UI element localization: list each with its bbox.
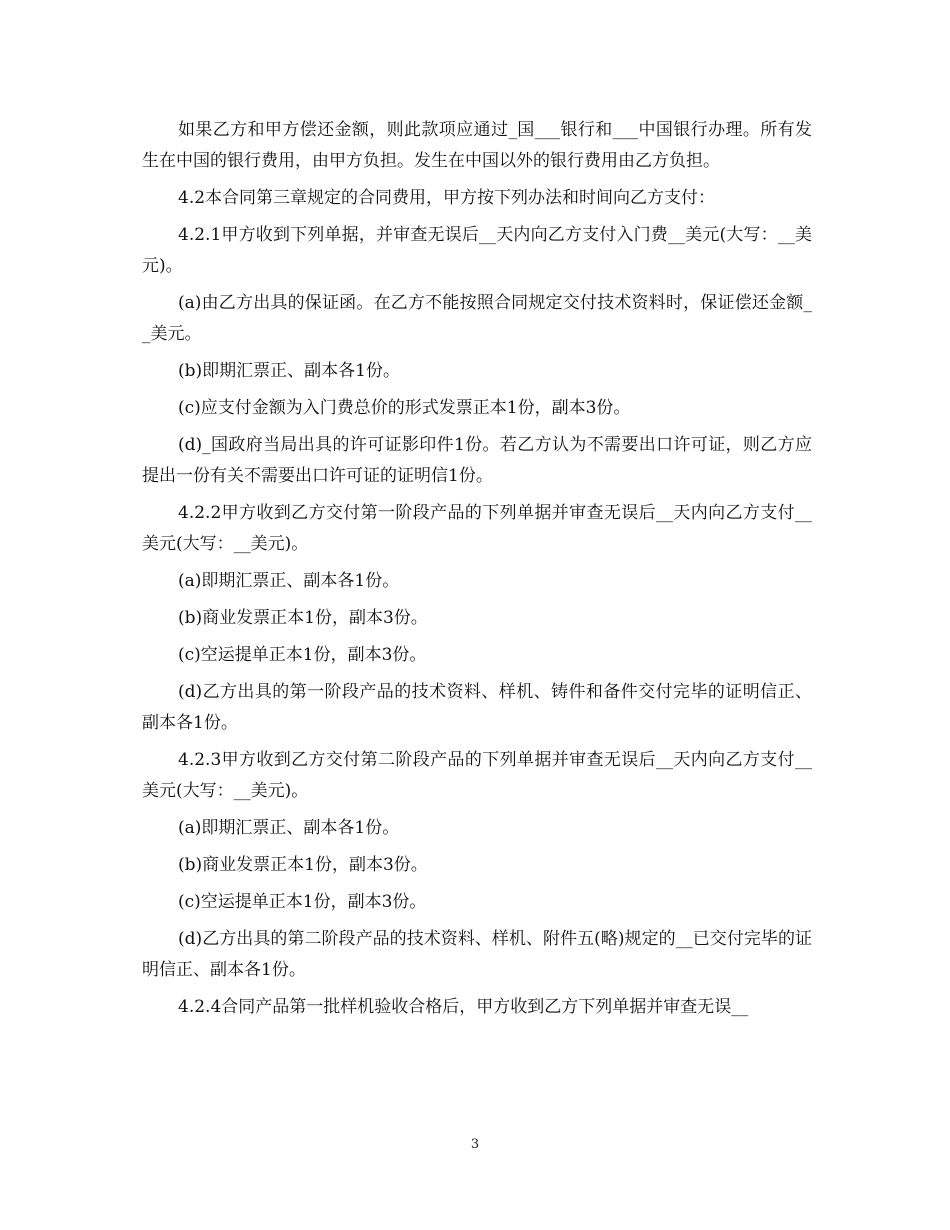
paragraph-4-2-3-b: (b)商业发票正本1份，副本3份。 — [178, 855, 428, 875]
paragraph-4-2-2: 4.2.2甲方收到乙方交付第一阶段产品的下列单据并审查无误后__天内向乙方支付__美元(大写：__美元)。 — [142, 503, 812, 554]
paragraph-4-2-3-a: (a)即期汇票正、副本各1份。 — [178, 818, 400, 838]
paragraph-4-2-1-a: (a)由乙方出具的保证函。在乙方不能按照合同规定交付技术资料时，保证偿还金额__美元。 — [142, 293, 812, 344]
paragraph-4-2-3: 4.2.3甲方收到乙方交付第二阶段产品的下列单据并审查无误后__天内向乙方支付__美元(大写：__美元)。 — [142, 750, 812, 801]
paragraph-4-2-1-d: (d)_国政府当局出具的许可证影印件1份。若乙方认为不需要出口许可证，则乙方应提出一份有关不需要出口许可证的证明信1份。 — [142, 435, 812, 486]
page-number: 3 — [470, 1137, 480, 1152]
paragraph-4-2-3-c: (c)空运提单正本1份，副本3份。 — [178, 892, 427, 912]
paragraph-4-2-2-d: (d)乙方出具的第一阶段产品的技术资料、样机、铸件和备件交付完毕的证明信正、副本各1份。 — [142, 682, 812, 733]
document-body — [142, 115, 812, 1029]
paragraph-4-2-4: 4.2.4合同产品第一批样机验收合格后，甲方收到乙方下列单据并审查无误__ — [178, 997, 749, 1017]
paragraph-4-2-1: 4.2.1甲方收到下列单据，并审查无误后__天内向乙方支付入门费__美元(大写：__美元)。 — [142, 225, 812, 276]
paragraph-4-2-3-d: (d)乙方出具的第二阶段产品的技术资料、样机、附件五(略)规定的__已交付完毕的证明信正、副本各1份。 — [142, 929, 812, 980]
paragraph-4-2-2-b: (b)商业发票正本1份，副本3份。 — [178, 608, 428, 628]
paragraph-4-2-1-c: (c)应支付金额为入门费总价的形式发票正本1份，副本3份。 — [178, 398, 631, 418]
paragraph-bank-fees: 如果乙方和甲方偿还金额，则此款项应通过_国___银行和___中国银行办理。所有发生在中国的银行费用，由甲方负担。发生在中国以外的银行费用由乙方负担。 — [142, 120, 812, 171]
paragraph-4-2: 4.2本合同第三章规定的合同费用，甲方按下列办法和时间向乙方支付： — [178, 188, 716, 208]
paragraph-4-2-2-a: (a)即期汇票正、副本各1份。 — [178, 571, 400, 591]
paragraph-4-2-2-c: (c)空运提单正本1份，副本3份。 — [178, 645, 427, 665]
paragraph-4-2-1-b: (b)即期汇票正、副本各1份。 — [178, 361, 400, 381]
